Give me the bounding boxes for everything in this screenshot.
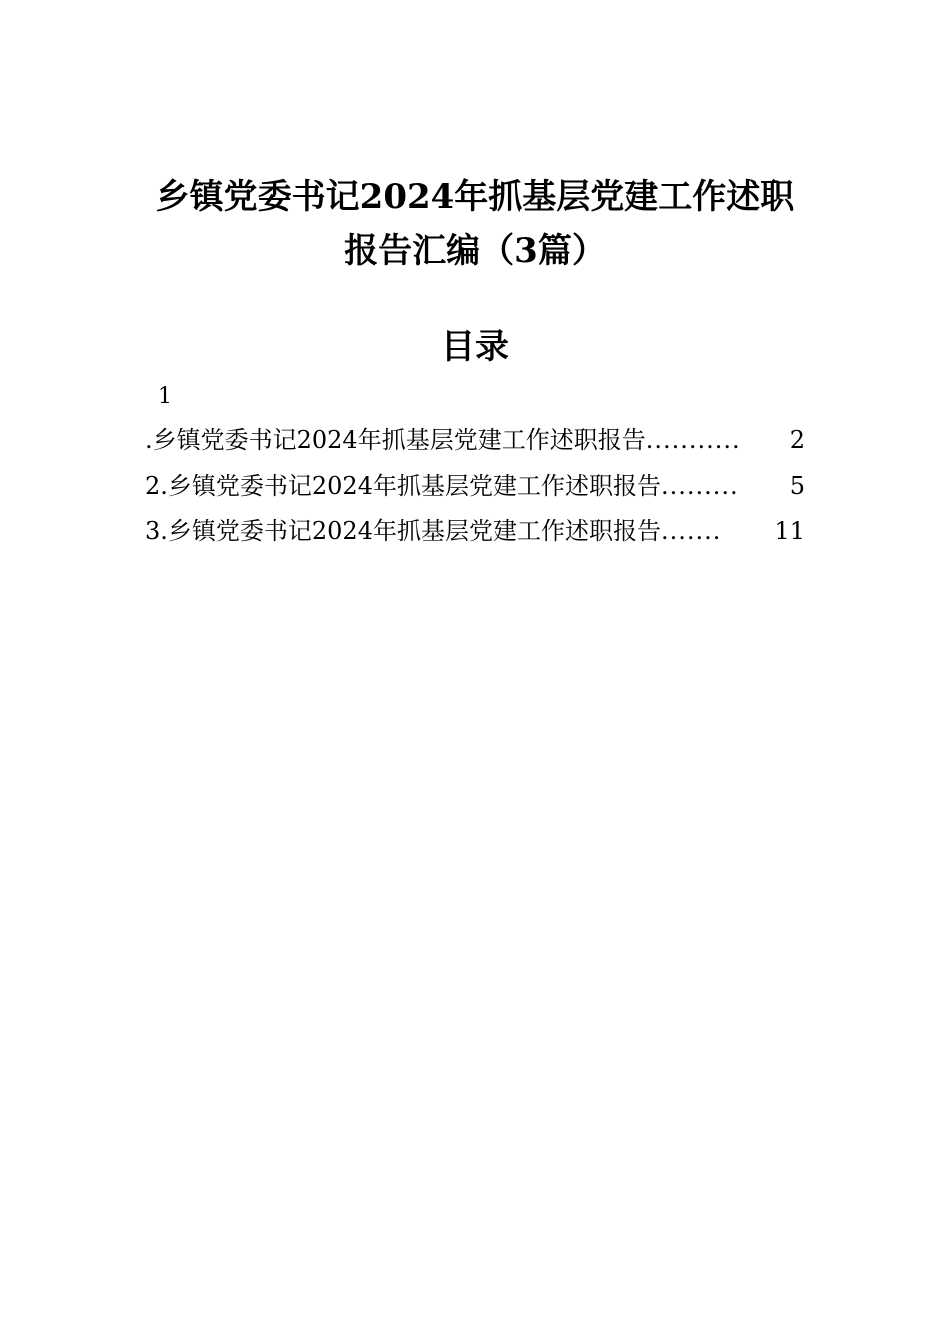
- toc-entry[interactable]: [145, 514, 805, 548]
- document-title-line-2: 报告汇编（3篇）: [344, 231, 606, 271]
- toc-stray-number: 1: [158, 384, 172, 409]
- toc-heading: 目录: [441, 327, 509, 367]
- toc-entry[interactable]: [145, 469, 805, 503]
- toc-entry-label: 2.乡镇党委书记2024年抓基层党建工作述职报告: [145, 472, 661, 500]
- toc-entry-page-number: 11: [774, 517, 805, 545]
- toc-entry-page-number: 2: [789, 426, 805, 454]
- toc-entry-page-number: 5: [789, 472, 805, 500]
- toc-entry[interactable]: [145, 423, 805, 457]
- document-title: [120, 170, 830, 278]
- toc-entry-label: .乡镇党委书记2024年抓基层党建工作述职报告: [145, 426, 646, 454]
- toc-entry-leader: .........: [660, 472, 739, 500]
- toc-entry-leader: .......: [660, 517, 722, 545]
- toc-entry-label: 3.乡镇党委书记2024年抓基层党建工作述职报告: [145, 517, 661, 545]
- toc-entry-leader: ...........: [645, 426, 741, 454]
- document-title-line-1: 乡镇党委书记2024年抓基层党建工作述职: [155, 177, 795, 217]
